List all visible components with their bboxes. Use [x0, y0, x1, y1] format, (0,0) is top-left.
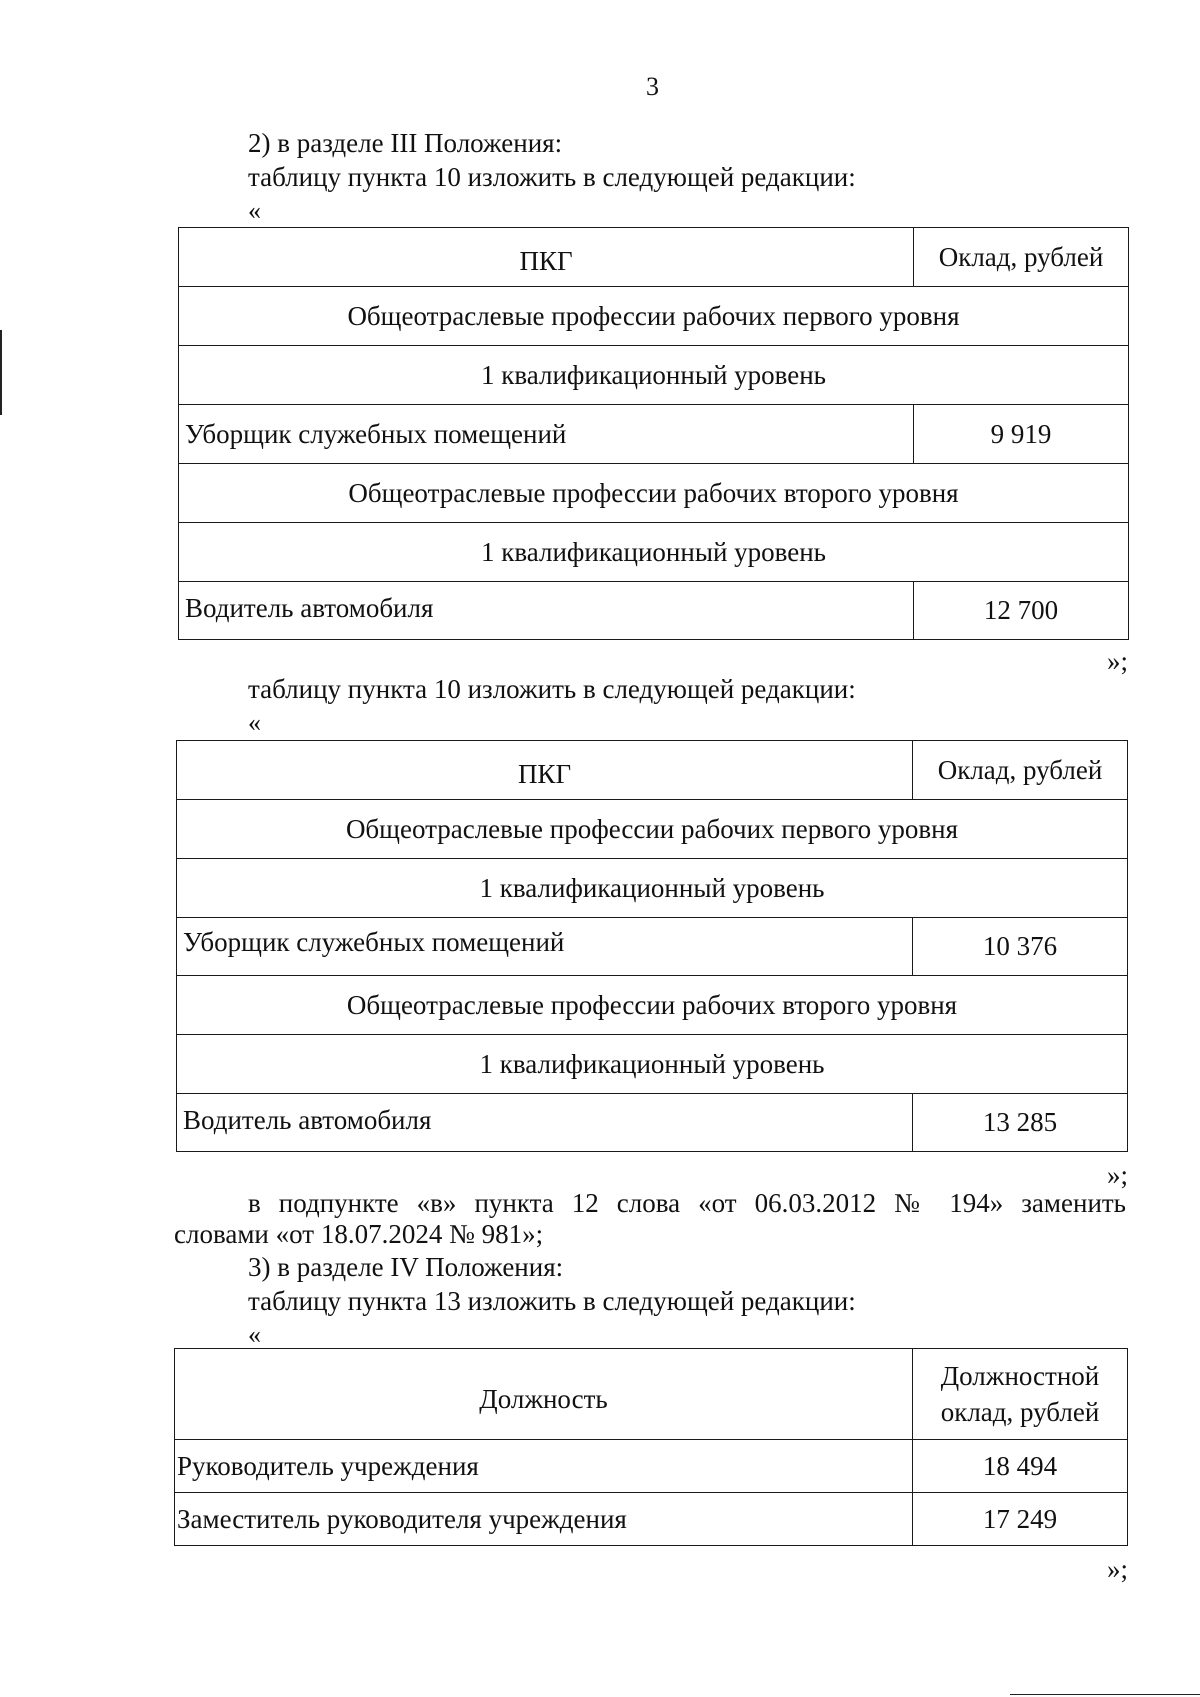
table-1-value-cell: 9 919 [914, 405, 1129, 464]
table-1-position-cell: Уборщик служебных помещений [179, 405, 914, 464]
table-2-group-cell: Общеотраслевые профессии рабочих второго уровня [177, 976, 1128, 1035]
scan-edge-mark [0, 330, 2, 415]
table-2-open-quote: « [248, 708, 261, 737]
table-3 [174, 1348, 1128, 1546]
table-3-close-quote: »; [1106, 1554, 1128, 1584]
table-1 [178, 227, 1129, 640]
table-3-position-cell: Руководитель учреждения [175, 1440, 913, 1493]
table-2-position-cell: Водитель автомобиля [177, 1094, 913, 1152]
table-3-header-salary-line-2: оклад, рублей [940, 1397, 1100, 1427]
page-number: 3 [646, 72, 659, 101]
table-2-instruction: таблицу пункта 10 изложить в следующей редакции: [248, 674, 856, 704]
table-row [177, 918, 1128, 976]
table-row [177, 1094, 1128, 1152]
table-2-level-cell: 1 квалификационный уровень [177, 859, 1128, 918]
table-2-value-cell: 13 285 [913, 1094, 1128, 1152]
table-row [177, 800, 1128, 859]
table-1-value-cell: 12 700 [914, 582, 1129, 640]
table-1-group-cell: Общеотраслевые профессии рабочих первого уровня [179, 287, 1129, 346]
table-3-header-salary-line-1: Должностной [940, 1360, 1100, 1391]
table-1-header-salary: Оклад, рублей [914, 228, 1129, 287]
scan-edge-mark [1010, 1694, 1200, 1695]
table-1-group-cell: Общеотраслевые профессии рабочих второго уровня [179, 464, 1129, 523]
table-2 [176, 740, 1128, 1152]
table-3-header-row [175, 1349, 1128, 1440]
table-3-position-cell: Заместитель руководителя учреждения [175, 1493, 913, 1546]
table-1-close-quote: »; [1106, 646, 1128, 676]
table-row [175, 1440, 1128, 1493]
table-1-level-cell: 1 квалификационный уровень [179, 523, 1129, 582]
table-3-header-salary [913, 1349, 1128, 1440]
table-2-position-cell: Уборщик служебных помещений [177, 918, 913, 976]
table-1-level-cell: 1 квалификационный уровень [179, 346, 1129, 405]
table-row [179, 346, 1129, 405]
table-row [177, 859, 1128, 918]
table-row [179, 464, 1129, 523]
table-1-instruction: таблицу пункта 10 изложить в следующей редакции: [248, 162, 856, 192]
table-3-value-cell: 17 249 [913, 1493, 1128, 1546]
table-2-header-row [177, 741, 1128, 800]
table-3-value-cell: 18 494 [913, 1440, 1128, 1493]
table-2-header-salary: Оклад, рублей [913, 741, 1128, 800]
amendment-line-1: в подпункте «в» пункта 12 слова «от 06.03.2012 № 194» заменить [248, 1188, 1126, 1218]
table-row [177, 976, 1128, 1035]
table-2-header-pkg: ПКГ [177, 741, 913, 800]
table-row [179, 287, 1129, 346]
table-row [179, 582, 1129, 640]
table-row [179, 523, 1129, 582]
table-2-group-cell: Общеотраслевые профессии рабочих первого уровня [177, 800, 1128, 859]
table-1-position-cell: Водитель автомобиля [179, 582, 914, 640]
table-3-header-position: Должность [175, 1349, 913, 1440]
table-1-header-pkg: ПКГ [179, 228, 914, 287]
section-3-heading: 2) в разделе III Положения: [248, 128, 563, 158]
table-3-open-quote: « [248, 1320, 261, 1349]
table-2-value-cell: 10 376 [913, 918, 1128, 976]
section-4-heading: 3) в разделе IV Положения: [248, 1252, 564, 1282]
table-2-close-quote: »; [1106, 1160, 1128, 1190]
table-row [177, 1035, 1128, 1094]
table-row [179, 405, 1129, 464]
table-2-level-cell: 1 квалификационный уровень [177, 1035, 1128, 1094]
amendment-paragraph [174, 1188, 1126, 1250]
table-1-open-quote: « [248, 196, 261, 225]
amendment-line-2: словами «от 18.07.2024 № 981»; [174, 1219, 544, 1249]
table-3-instruction: таблицу пункта 13 изложить в следующей редакции: [248, 1286, 856, 1316]
table-1-header-row [179, 228, 1129, 287]
table-row [175, 1493, 1128, 1546]
